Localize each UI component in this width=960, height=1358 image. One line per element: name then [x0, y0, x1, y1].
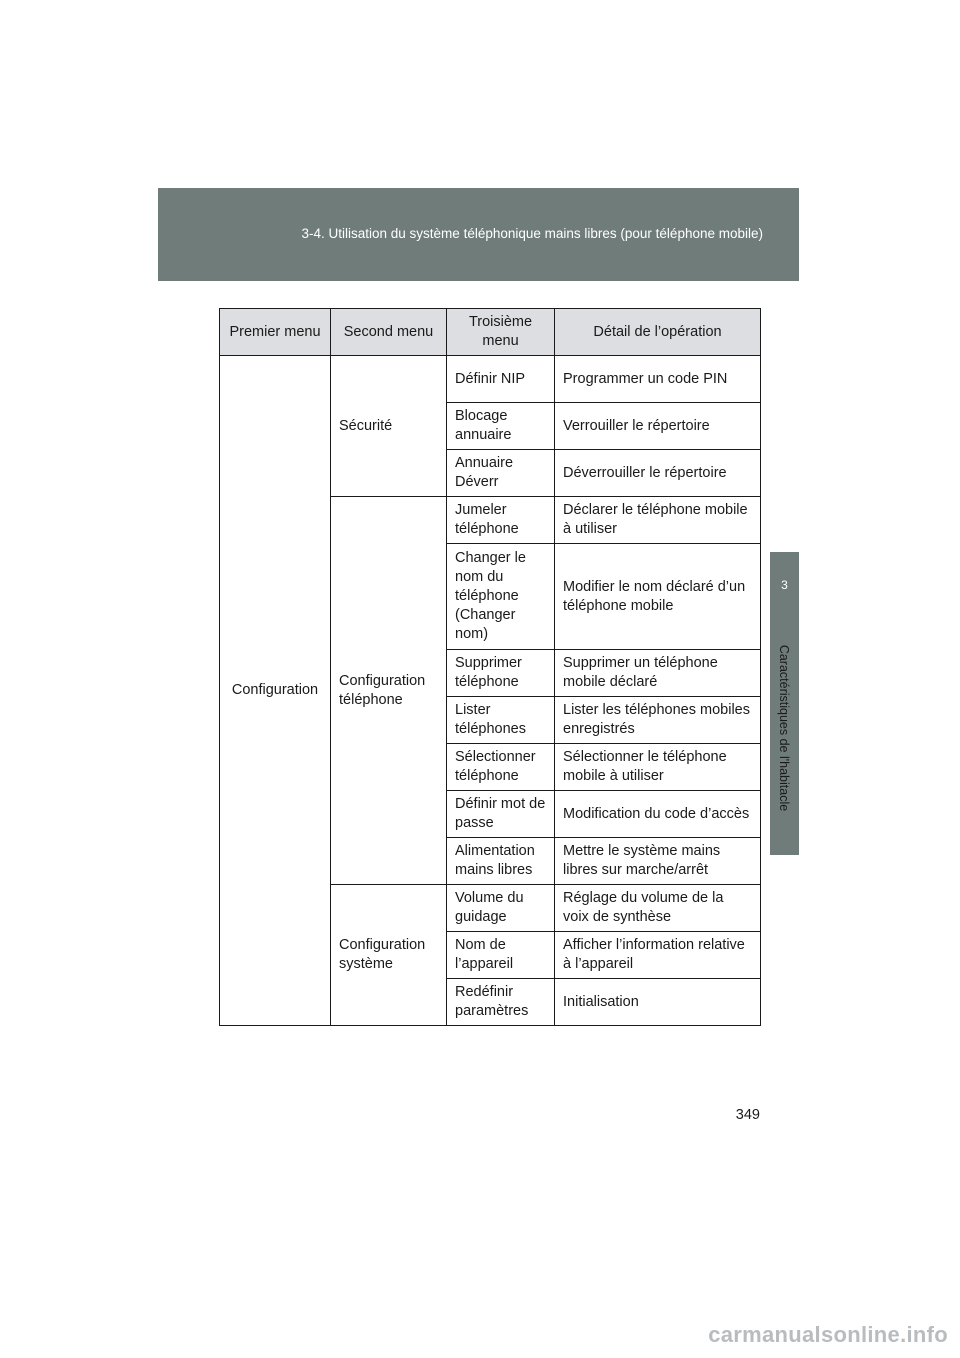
third-menu-cell: Blocage annuaire [447, 403, 555, 450]
detail-cell: Modifier le nom déclaré d’un téléphone mobile [555, 544, 761, 650]
detail-cell: Initialisation [555, 979, 761, 1026]
third-menu-cell: Définir mot de passe [447, 791, 555, 838]
detail-cell: Modification du code d’accès [555, 791, 761, 838]
page-number: 349 [735, 1107, 760, 1123]
detail-cell: Verrouiller le répertoire [555, 403, 761, 450]
header-troisieme-menu: Troisième menu [447, 309, 555, 356]
detail-cell: Lister les téléphones mobiles enregistrés [555, 697, 761, 744]
detail-cell: Déclarer le téléphone mobile à utiliser [555, 497, 761, 544]
third-menu-cell: Définir NIP [447, 356, 555, 403]
third-menu-cell: Changer le nom du téléphone (Changer nom) [447, 544, 555, 650]
third-menu-cell: Jumeler téléphone [447, 497, 555, 544]
third-menu-cell: Volume du guidage [447, 885, 555, 932]
detail-cell: Mettre le système mains libres sur marche/arrêt [555, 838, 761, 885]
detail-cell: Supprimer un téléphone mobile déclaré [555, 650, 761, 697]
detail-cell: Sélectionner le téléphone mobile à utiliser [555, 744, 761, 791]
header-detail: Détail de l’opération [555, 309, 761, 356]
chapter-title: Caractéristiques de l'habitacle [777, 644, 791, 812]
menu-table [219, 308, 761, 1026]
first-menu-cell: Configuration [220, 356, 331, 1026]
detail-cell: Réglage du volume de la voix de synthèse [555, 885, 761, 932]
third-menu-cell: Annuaire Déverr [447, 450, 555, 497]
header-second-menu: Second menu [331, 309, 447, 356]
third-menu-cell: Sélectionner téléphone [447, 744, 555, 791]
second-menu-cell: Configuration système [331, 885, 447, 1026]
header-premier-menu: Premier menu [220, 309, 331, 356]
detail-cell: Déverrouiller le répertoire [555, 450, 761, 497]
table-header-row [220, 309, 761, 356]
third-menu-cell: Supprimer téléphone [447, 650, 555, 697]
watermark[interactable]: carmanualsonline.info [708, 1322, 948, 1347]
second-menu-cell: Sécurité [331, 356, 447, 497]
section-title: 3-4. Utilisation du système téléphonique mains libres (pour téléphone mobile) [301, 226, 763, 241]
detail-cell: Afficher l’information relative à l’appareil [555, 932, 761, 979]
third-menu-cell: Nom de l’appareil [447, 932, 555, 979]
third-menu-cell: Alimentation mains libres [447, 838, 555, 885]
chapter-number: 3 [781, 578, 788, 592]
detail-cell: Programmer un code PIN [555, 356, 761, 403]
second-menu-cell: Configuration téléphone [331, 497, 447, 885]
third-menu-cell: Lister téléphones [447, 697, 555, 744]
section-header-bar [158, 188, 799, 281]
third-menu-cell: Redéfinir paramètres [447, 979, 555, 1026]
table-row [220, 356, 761, 403]
